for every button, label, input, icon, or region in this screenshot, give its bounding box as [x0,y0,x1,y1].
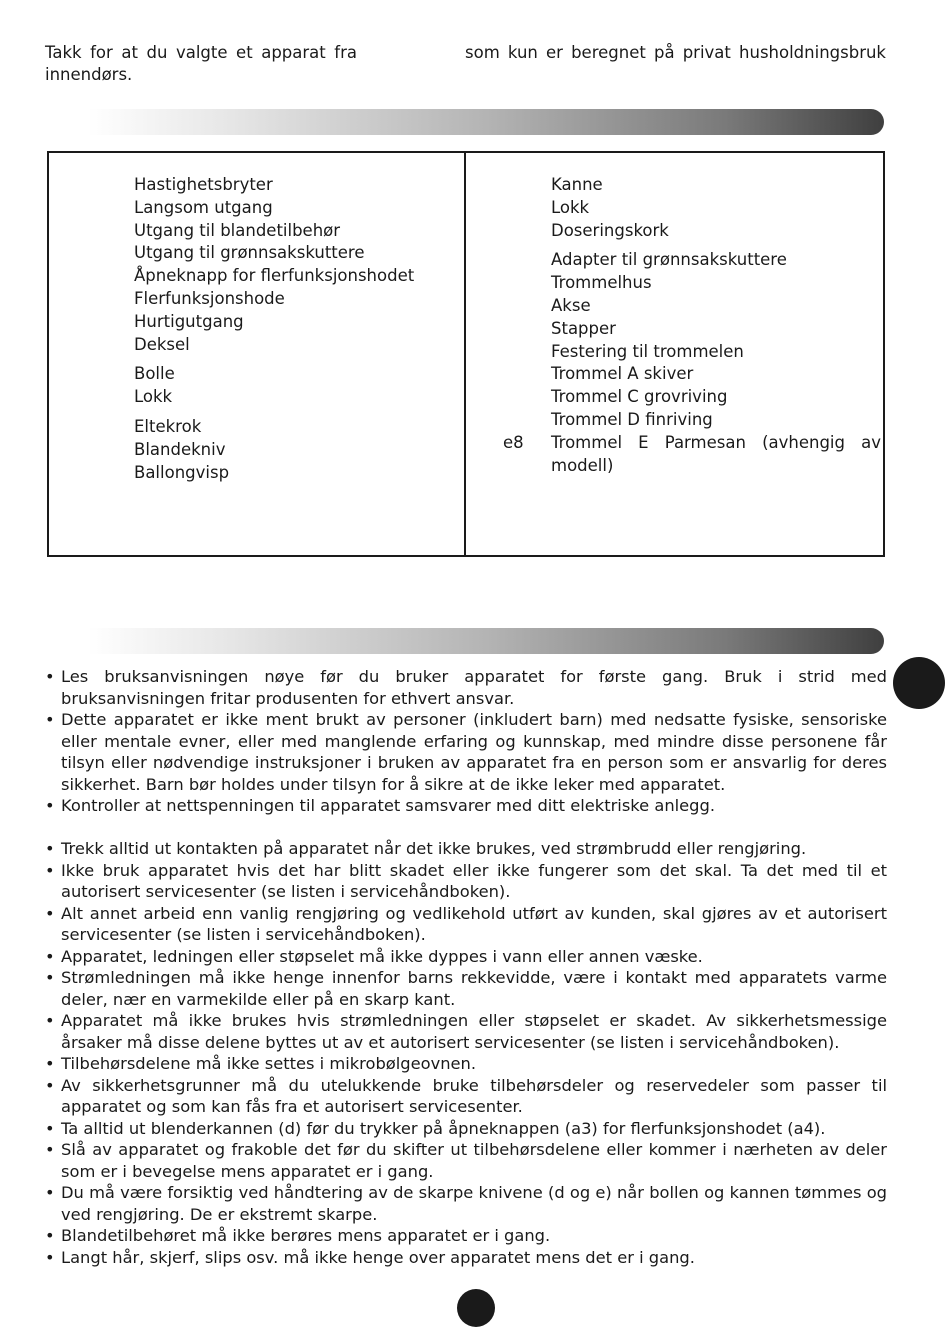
part-item: Eltekrok [134,416,202,436]
safety-item-text: Les bruksanvisningen nøye før du bruker apparatet for første gang. Bruk i strid med bruksanvisningen fritar produsenten for ethvert ansvar. [61,667,887,708]
bullet-icon: • [45,710,55,729]
safety-item-text: Slå av apparatet og frakoble det før du skifter ut tilbehørsdelene eller kommer i nærheten av deler som er i bevegelse mens apparatet er i gang. [61,1140,887,1181]
bullet-icon: • [45,839,55,858]
parts-list-left [134,174,454,484]
safety-item-text: Kontroller at nettspenningen til apparatet samsvarer med ditt elektriske anlegg. [61,796,716,815]
part-item: Trommel C grovriving [551,387,728,407]
part-item-label: Trommel E Parmesan (avhengig av modell) [551,432,881,475]
part-item: Lokk [134,387,173,407]
bullet-icon: • [45,968,55,987]
part-item: Utgang til grønnsakskuttere [134,243,365,263]
bullet-icon: • [45,1140,55,1159]
section-header-bar-description [88,109,884,135]
part-item: Blandekniv [134,439,226,459]
safety-item-text: Apparatet må ikke brukes hvis strømledningen eller støpselet er skadet. Av sikkerhetsmessige årsaker må disse delene byttes ut av et autorisert servicesenter (se listen i servicehåndboken). [61,1011,887,1052]
intro-text-left: Takk for at du valgte et apparat fra [45,43,357,62]
safety-item [45,946,887,968]
bullet-icon: • [45,1054,55,1073]
bullet-icon: • [45,1011,55,1030]
bullet-icon: • [45,796,55,815]
safety-item-text: Apparatet, ledningen eller støpselet må ikke dyppes i vann eller annen væske. [61,946,703,966]
safety-item [45,1247,887,1269]
bullet-icon: • [45,903,55,923]
part-item: Bolle [134,364,175,384]
safety-item [45,1010,887,1053]
safety-item-text: Ta alltid ut blenderkannen (d) før du trykker på åpneknappen (a3) for flerfunksjonshodet (a4). [61,1118,826,1138]
safety-instructions-list [45,666,887,1268]
safety-item [45,795,887,817]
safety-item-text: Tilbehørsdelene må ikke settes i mikrobølgeovnen. [61,1054,477,1073]
bullet-icon: • [45,667,55,686]
bullet-icon: • [45,1183,55,1202]
part-code: e8 [503,432,524,452]
part-item: Trommel D finriving [551,409,713,429]
part-item: Kanne [551,175,603,194]
safety-item [45,1118,887,1140]
part-item: Adapter til grønnsakskuttere [551,250,787,270]
part-item: Akse [551,295,591,315]
page-number-marker [457,1289,495,1327]
part-item: Åpneknapp for flerfunksjonshodet [134,266,415,286]
part-item: Langsom utgang [134,197,273,217]
parts-table-divider [464,151,466,557]
safety-item [45,1225,887,1247]
bullet-icon: • [45,1226,55,1245]
intro-text-right: som kun er beregnet på privat husholdningsbruk [465,43,886,62]
safety-item [45,903,887,946]
part-item: Stapper [551,318,616,338]
part-item: Trommel A skiver [551,364,694,384]
part-item: Utgang til blandetilbehør [134,220,341,240]
part-item: Trommelhus [551,273,652,293]
safety-item [45,838,887,860]
safety-item [45,666,887,709]
safety-item-text: Langt hår, skjerf, slips osv. må ikke henge over apparatet mens det er i gang. [61,1247,695,1267]
bullet-icon: • [45,1118,55,1138]
safety-item-text: Ikke bruk apparatet hvis det har blitt skadet eller ikke fungerer som det skal. Ta det med til et autorisert servicesenter (se listen i servicehåndboken). [61,860,887,901]
part-item: Doseringskork [551,220,669,240]
section-header-bar-safety [88,628,884,654]
safety-item-text: Blandetilbehøret må ikke berøres mens apparatet er i gang. [61,1226,551,1245]
safety-item [45,1139,887,1182]
safety-item-text: Strømledningen må ikke henge innenfor barns rekkevidde, være i kontakt med apparatets varme deler, nær en varmekilde eller på en skarp kant. [61,968,887,1009]
part-item: Deksel [134,334,190,354]
part-item: Lokk [551,197,590,217]
parts-list-right [503,174,881,477]
part-item: Flerfunksjonshode [134,288,285,308]
part-item: Ballongvisp [134,462,230,482]
safety-item-text: Av sikkerhetsgrunner må du utelukkende bruke tilbehørsdeler og reservedeler som passer til apparatet og som kan fås fra et autorisert servicesenter. [61,1075,887,1116]
language-tab-marker [893,657,945,709]
safety-item [45,967,887,1010]
safety-item [45,860,887,903]
safety-item [45,1075,887,1118]
part-item: Festering til trommelen [551,341,744,361]
safety-item-text: Dette apparatet er ikke ment brukt av personer (inkludert barn) med nedsatte fysiske, sensoriske eller mentale evner, eller med manglende erfaring og kunnskap, med mindre disse personene får tilsyn eller nødvendige instruksjoner i bruken av apparatet fra en person som er ansvarlig for deres sikkerhet. Barn bør holdes under tilsyn for å sikre at de ikke leker med apparatet. [61,710,887,794]
safety-item-text: Du må være forsiktig ved håndtering av de skarpe knivene (d og e) når bollen og kannen tømmes og ved rengjøring. De er ekstremt skarpe. [61,1183,887,1224]
bullet-icon: • [45,1247,55,1267]
safety-item [45,1053,887,1075]
intro-text-left-continuation: innendørs. [45,65,133,84]
bullet-icon: • [45,946,55,966]
bullet-icon: • [45,1075,55,1095]
part-item: Hastighetsbryter [134,175,273,194]
safety-item-text: Trekk alltid ut kontakten på apparatet når det ikke brukes, ved strømbrudd eller rengjøring. [61,839,807,858]
safety-item-text: Alt annet arbeid enn vanlig rengjøring og vedlikehold utført av kunden, skal gjøres av et autorisert servicesenter (se listen i servicehåndboken). [61,903,887,944]
safety-item [45,709,887,795]
part-item: Hurtigutgang [134,311,244,331]
bullet-icon: • [45,860,55,880]
part-item-last [503,432,881,478]
safety-item [45,1182,887,1225]
